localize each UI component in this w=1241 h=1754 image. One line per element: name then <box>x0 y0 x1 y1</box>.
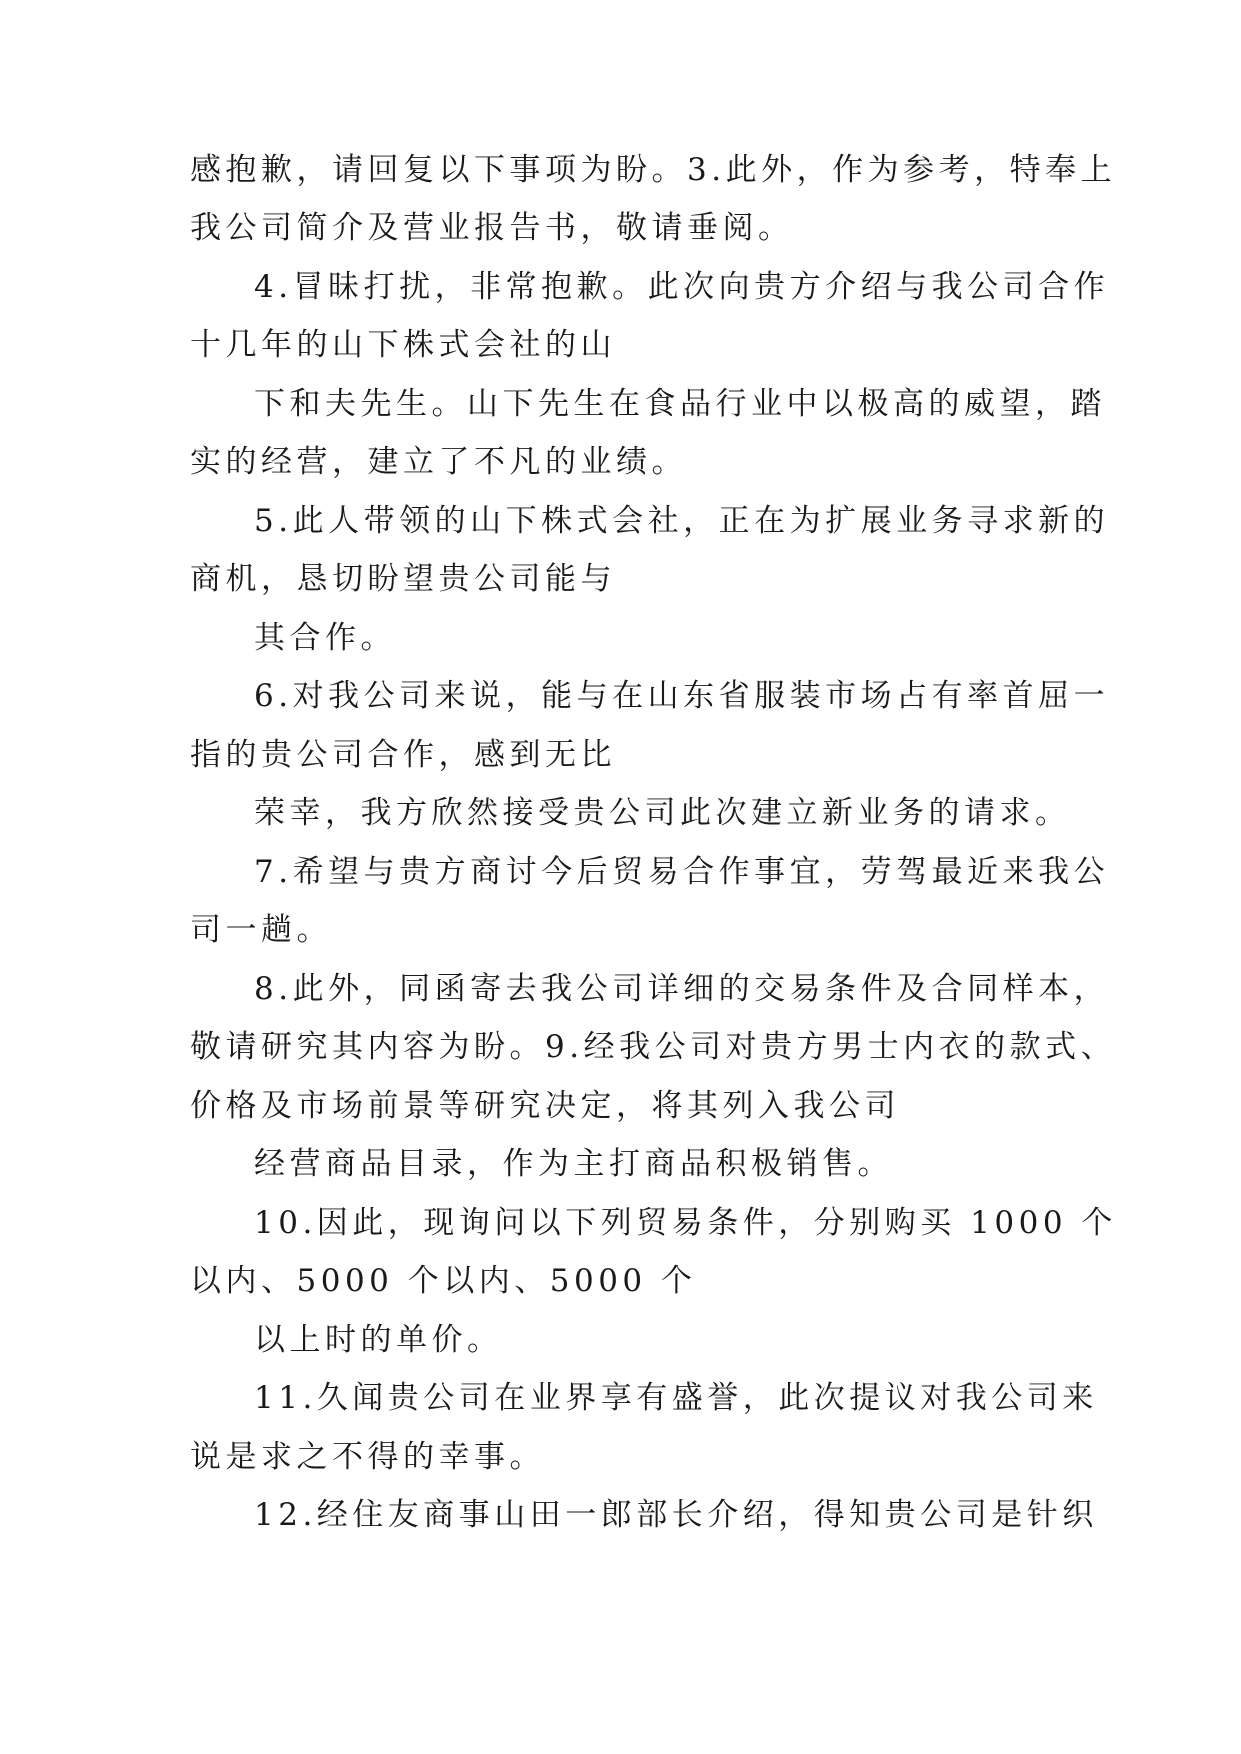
text-line: 敬请研究其内容为盼。9.经我公司对贵方男士内衣的款式、 <box>190 1029 1117 1065</box>
text-line: 实的经营，建立了不凡的业绩。 <box>190 444 687 480</box>
text-line: 7.希望与贵方商讨今后贸易合作事宜，劳驾最近来我公 <box>254 854 1110 890</box>
text-line: 十几年的山下株式会社的山 <box>190 327 616 363</box>
text-line: 价格及市场前景等研究决定，将其列入我公司 <box>190 1088 900 1124</box>
text-line: 8.此外，同函寄去我公司详细的交易条件及合同样本， <box>254 971 1110 1007</box>
text-line: 12.经住友商事山田一郎部长介绍，得知贵公司是针织 <box>254 1497 1098 1533</box>
text-line: 指的贵公司合作，感到无比 <box>190 737 616 773</box>
text-line: 感抱歉，请回复以下事项为盼。3.此外，作为参考，特奉上 <box>190 152 1117 188</box>
text-line: 经营商品目录，作为主打商品积极销售。 <box>254 1146 893 1182</box>
text-line: 4.冒昧打扰，非常抱歉。此次向贵方介绍与我公司合作 <box>254 269 1110 305</box>
text-line: 10.因此，现询问以下列贸易条件，分别购买 1000 个 <box>254 1205 1117 1241</box>
text-line: 以内、5000 个以内、5000 个 <box>190 1263 697 1299</box>
text-line: 荣幸，我方欣然接受贵公司此次建立新业务的请求。 <box>254 795 1071 831</box>
text-line: 11.久闻贵公司在业界享有盛誉，此次提议对我公司来 <box>254 1380 1098 1416</box>
text-line: 下和夫先生。山下先生在食品行业中以极高的威望，踏 <box>254 386 1106 422</box>
text-line: 5.此人带领的山下株式会社，正在为扩展业务寻求新的 <box>254 503 1110 539</box>
text-line: 我公司简介及营业报告书，敬请垂阅。 <box>190 210 794 246</box>
text-line: 6.对我公司来说，能与在山东省服装市场占有率首屈一 <box>254 678 1110 714</box>
text-line: 以上时的单价。 <box>254 1322 503 1358</box>
text-line: 说是求之不得的幸事。 <box>190 1439 545 1475</box>
text-line: 司一趟。 <box>190 912 332 948</box>
text-line: 其合作。 <box>254 620 396 656</box>
text-line: 商机，恳切盼望贵公司能与 <box>190 561 616 597</box>
